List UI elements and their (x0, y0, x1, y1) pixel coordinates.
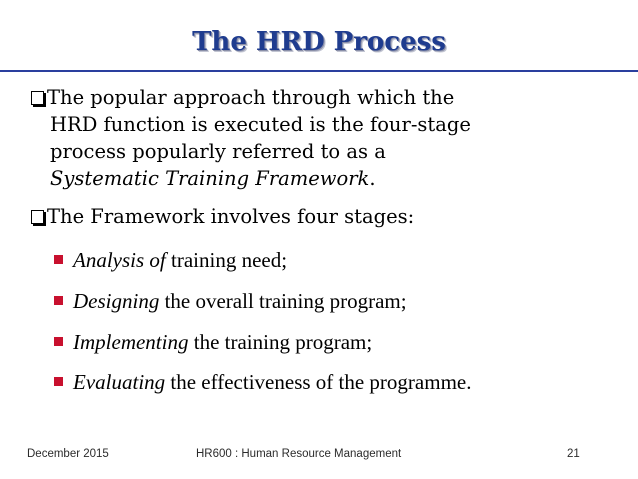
paragraph-1-line-4 (50, 165, 376, 192)
stage-text: the overall training program; (159, 289, 407, 313)
footer-date: December 2015 (27, 448, 109, 460)
systematic-training-framework: Systematic Training Framework (50, 167, 370, 190)
paragraph-1-line-1-text: The popular approach through which the (47, 86, 455, 109)
red-square-bullet-icon (54, 255, 63, 264)
stage-text: training need; (165, 248, 288, 272)
paragraph-1-line-4-period: . (369, 167, 376, 190)
stage-keyword: Evaluating (73, 370, 166, 394)
red-square-bullet-icon (54, 296, 63, 305)
square-bullet-icon (31, 91, 44, 105)
stage-keyword: Designing (73, 289, 160, 313)
stage-keyword: Analysis of (73, 248, 166, 272)
red-square-bullet-icon (54, 377, 63, 386)
paragraph-1-line-1 (31, 84, 454, 111)
paragraph-1-line-3: process popularly referred to as a (50, 140, 386, 163)
title-underline (0, 70, 638, 72)
stage-keyword: Implementing (73, 330, 189, 354)
stage-text: the training program; (188, 330, 373, 354)
paragraph-1-line-2: HRD function is executed is the four-stage (50, 113, 471, 136)
stage-text: the effectiveness of the programme. (165, 370, 472, 394)
paragraph-2 (31, 203, 414, 230)
paragraph-2-text: The Framework involves four stages: (47, 205, 415, 228)
red-square-bullet-icon (54, 337, 63, 346)
stage-item-implementing (54, 329, 372, 355)
footer-page-number: 21 (567, 448, 580, 460)
stage-item-analysis (54, 247, 287, 273)
slide-title: The HRD Process (192, 27, 446, 57)
stage-item-evaluating (54, 369, 471, 395)
stage-item-designing (54, 288, 407, 314)
footer-course: HR600 : Human Resource Management (196, 448, 402, 460)
square-bullet-icon (31, 210, 44, 224)
